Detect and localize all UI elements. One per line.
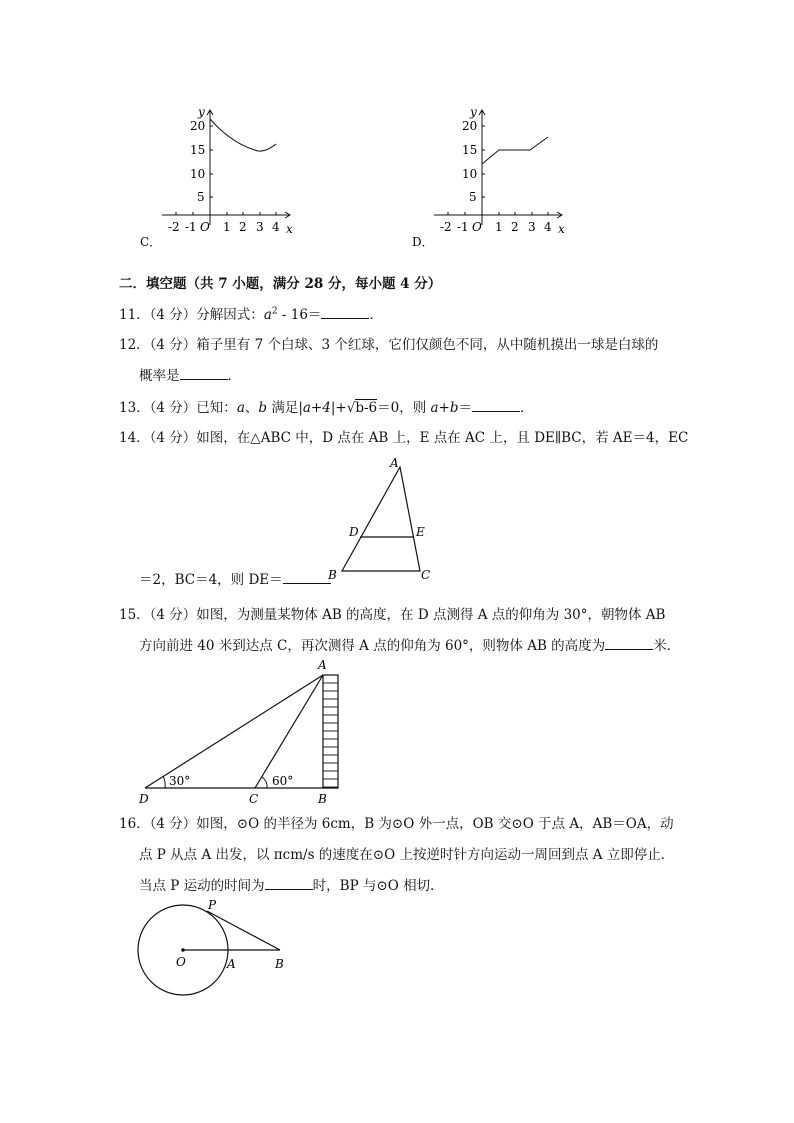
x-tick: -2 xyxy=(168,220,180,234)
q13-sqrt: b-6 xyxy=(355,400,378,416)
y-tick: 10 xyxy=(190,167,206,181)
x-tick: -2 xyxy=(440,220,452,234)
label-d: D xyxy=(139,792,149,806)
curve-d xyxy=(482,137,548,164)
label-c: C xyxy=(249,792,259,806)
elevation-figure xyxy=(135,655,355,807)
x-tick: 3 xyxy=(528,220,536,234)
answer-blank[interactable] xyxy=(472,399,520,412)
circle-figure xyxy=(130,893,300,1003)
origin-label: O xyxy=(472,220,482,234)
x-tick: 4 xyxy=(272,220,280,234)
x-tick: 1 xyxy=(223,220,231,234)
angle-30: 30° xyxy=(169,774,191,788)
label-a: A xyxy=(318,658,327,672)
x-axis-label: x xyxy=(286,222,293,236)
q12-end: ． xyxy=(227,368,241,384)
q13-abs: a+4 xyxy=(302,400,331,416)
q16-text: 当点 P 运动的时间为 xyxy=(139,878,265,894)
y-tick: 5 xyxy=(197,190,205,204)
y-tick: 15 xyxy=(462,143,478,157)
question-14: 14．（4 分）如图，在△ABC 中，D 点在 AB 上，E 点在 AC 上，且 DE∥BC，若 AE＝4，EC xyxy=(119,430,689,446)
x-tick: 1 xyxy=(495,220,503,234)
q15-end: 米． xyxy=(653,638,681,654)
question-13 xyxy=(119,396,534,416)
q11-expr: - 16＝ xyxy=(277,307,322,323)
y-tick: 5 xyxy=(469,190,477,204)
q11-sup: 2 xyxy=(271,306,278,317)
question-15: 15．（4 分）如图，为测量某物体 AB 的高度，在 D 点测得 A 点的仰角为 30°，朝物体 AB xyxy=(119,607,666,623)
q13-sep: 、 xyxy=(244,400,259,416)
q12-text: 概率是 xyxy=(139,368,180,384)
question-16-line3 xyxy=(139,874,444,894)
question-11 xyxy=(119,303,383,323)
answer-blank[interactable] xyxy=(283,571,331,584)
label-a: A xyxy=(227,957,236,971)
option-d-label: D． xyxy=(412,235,434,249)
graph-c xyxy=(140,100,300,250)
q13-text: 13．（4 分）已知： xyxy=(119,400,237,416)
curve-c xyxy=(210,119,276,151)
x-tick: 4 xyxy=(544,220,552,234)
q13-var: a xyxy=(236,400,245,416)
answer-blank[interactable] xyxy=(321,306,369,319)
question-16: 16．（4 分）如图，⊙O 的半径为 6cm，B 为⊙O 外一点，OB 交⊙O 于点 A，AB＝OA，动 xyxy=(119,816,674,832)
x-axis-label: x xyxy=(558,222,565,236)
x-tick: 2 xyxy=(511,220,519,234)
label-b: B xyxy=(318,792,327,806)
question-12: 12．（4 分）箱子里有 7 个白球、3 个红球，它们仅颜色不同，从中随机摸出一球是白球的 xyxy=(119,337,659,353)
q13-text: ＝0，则 xyxy=(377,400,431,416)
label-b: B xyxy=(328,568,337,582)
graph-d xyxy=(412,100,572,250)
answer-blank[interactable] xyxy=(605,637,653,650)
x-tick: -1 xyxy=(457,220,469,234)
label-d: D xyxy=(349,525,359,539)
y-axis-label: y xyxy=(470,105,477,119)
origin-label: O xyxy=(200,220,210,234)
section-title: 二．填空题（共 7 小题，满分 28 分，每小题 4 分） xyxy=(119,276,442,292)
q11-var: a xyxy=(263,307,272,323)
x-tick: 3 xyxy=(256,220,264,234)
q13-var: b xyxy=(258,400,268,416)
label-e: E xyxy=(416,525,425,539)
triangle-figure xyxy=(330,455,440,585)
q15-text: 方向前进 40 米到达点 C，再次测得 A 点的仰角为 60°，则物体 AB 的高度为 xyxy=(139,638,606,654)
q11-text: 11．（4 分）分解因式： xyxy=(119,307,264,323)
q16-text: 时，BP 与⊙O 相切． xyxy=(312,878,444,894)
q11-end: ． xyxy=(369,307,383,323)
x-tick: 2 xyxy=(239,220,247,234)
label-p: P xyxy=(208,898,217,912)
answer-blank[interactable] xyxy=(180,367,228,380)
y-tick: 20 xyxy=(190,119,206,133)
label-a: A xyxy=(390,456,399,470)
q14-text: ＝2，BC＝4，则 DE＝ xyxy=(139,572,283,588)
y-tick: 10 xyxy=(462,167,478,181)
label-b: B xyxy=(275,957,284,971)
q13-end: ． xyxy=(520,400,534,416)
question-15-line2 xyxy=(139,634,680,654)
q13-text: |+ xyxy=(330,400,347,416)
sqrt-sign: √ xyxy=(346,400,356,416)
label-o: O xyxy=(176,955,186,969)
q13-var: a+b xyxy=(430,400,459,416)
y-axis-label: y xyxy=(198,105,205,119)
q13-text: 满足| xyxy=(267,400,303,416)
option-c-label: C． xyxy=(140,235,162,249)
y-tick: 20 xyxy=(462,119,478,133)
angle-60: 60° xyxy=(272,774,294,788)
question-14-line2 xyxy=(139,568,331,588)
y-tick: 15 xyxy=(190,143,206,157)
answer-blank[interactable] xyxy=(265,877,313,890)
question-16-line2: 点 P 从点 A 出发，以 πcm/s 的速度在⊙O 上按逆时针方向运动一周回到点 A 立即停止． xyxy=(139,847,675,863)
x-tick: -1 xyxy=(185,220,197,234)
q13-eq: ＝ xyxy=(458,400,473,416)
question-12-line2 xyxy=(139,364,241,384)
label-c: C xyxy=(421,568,431,582)
